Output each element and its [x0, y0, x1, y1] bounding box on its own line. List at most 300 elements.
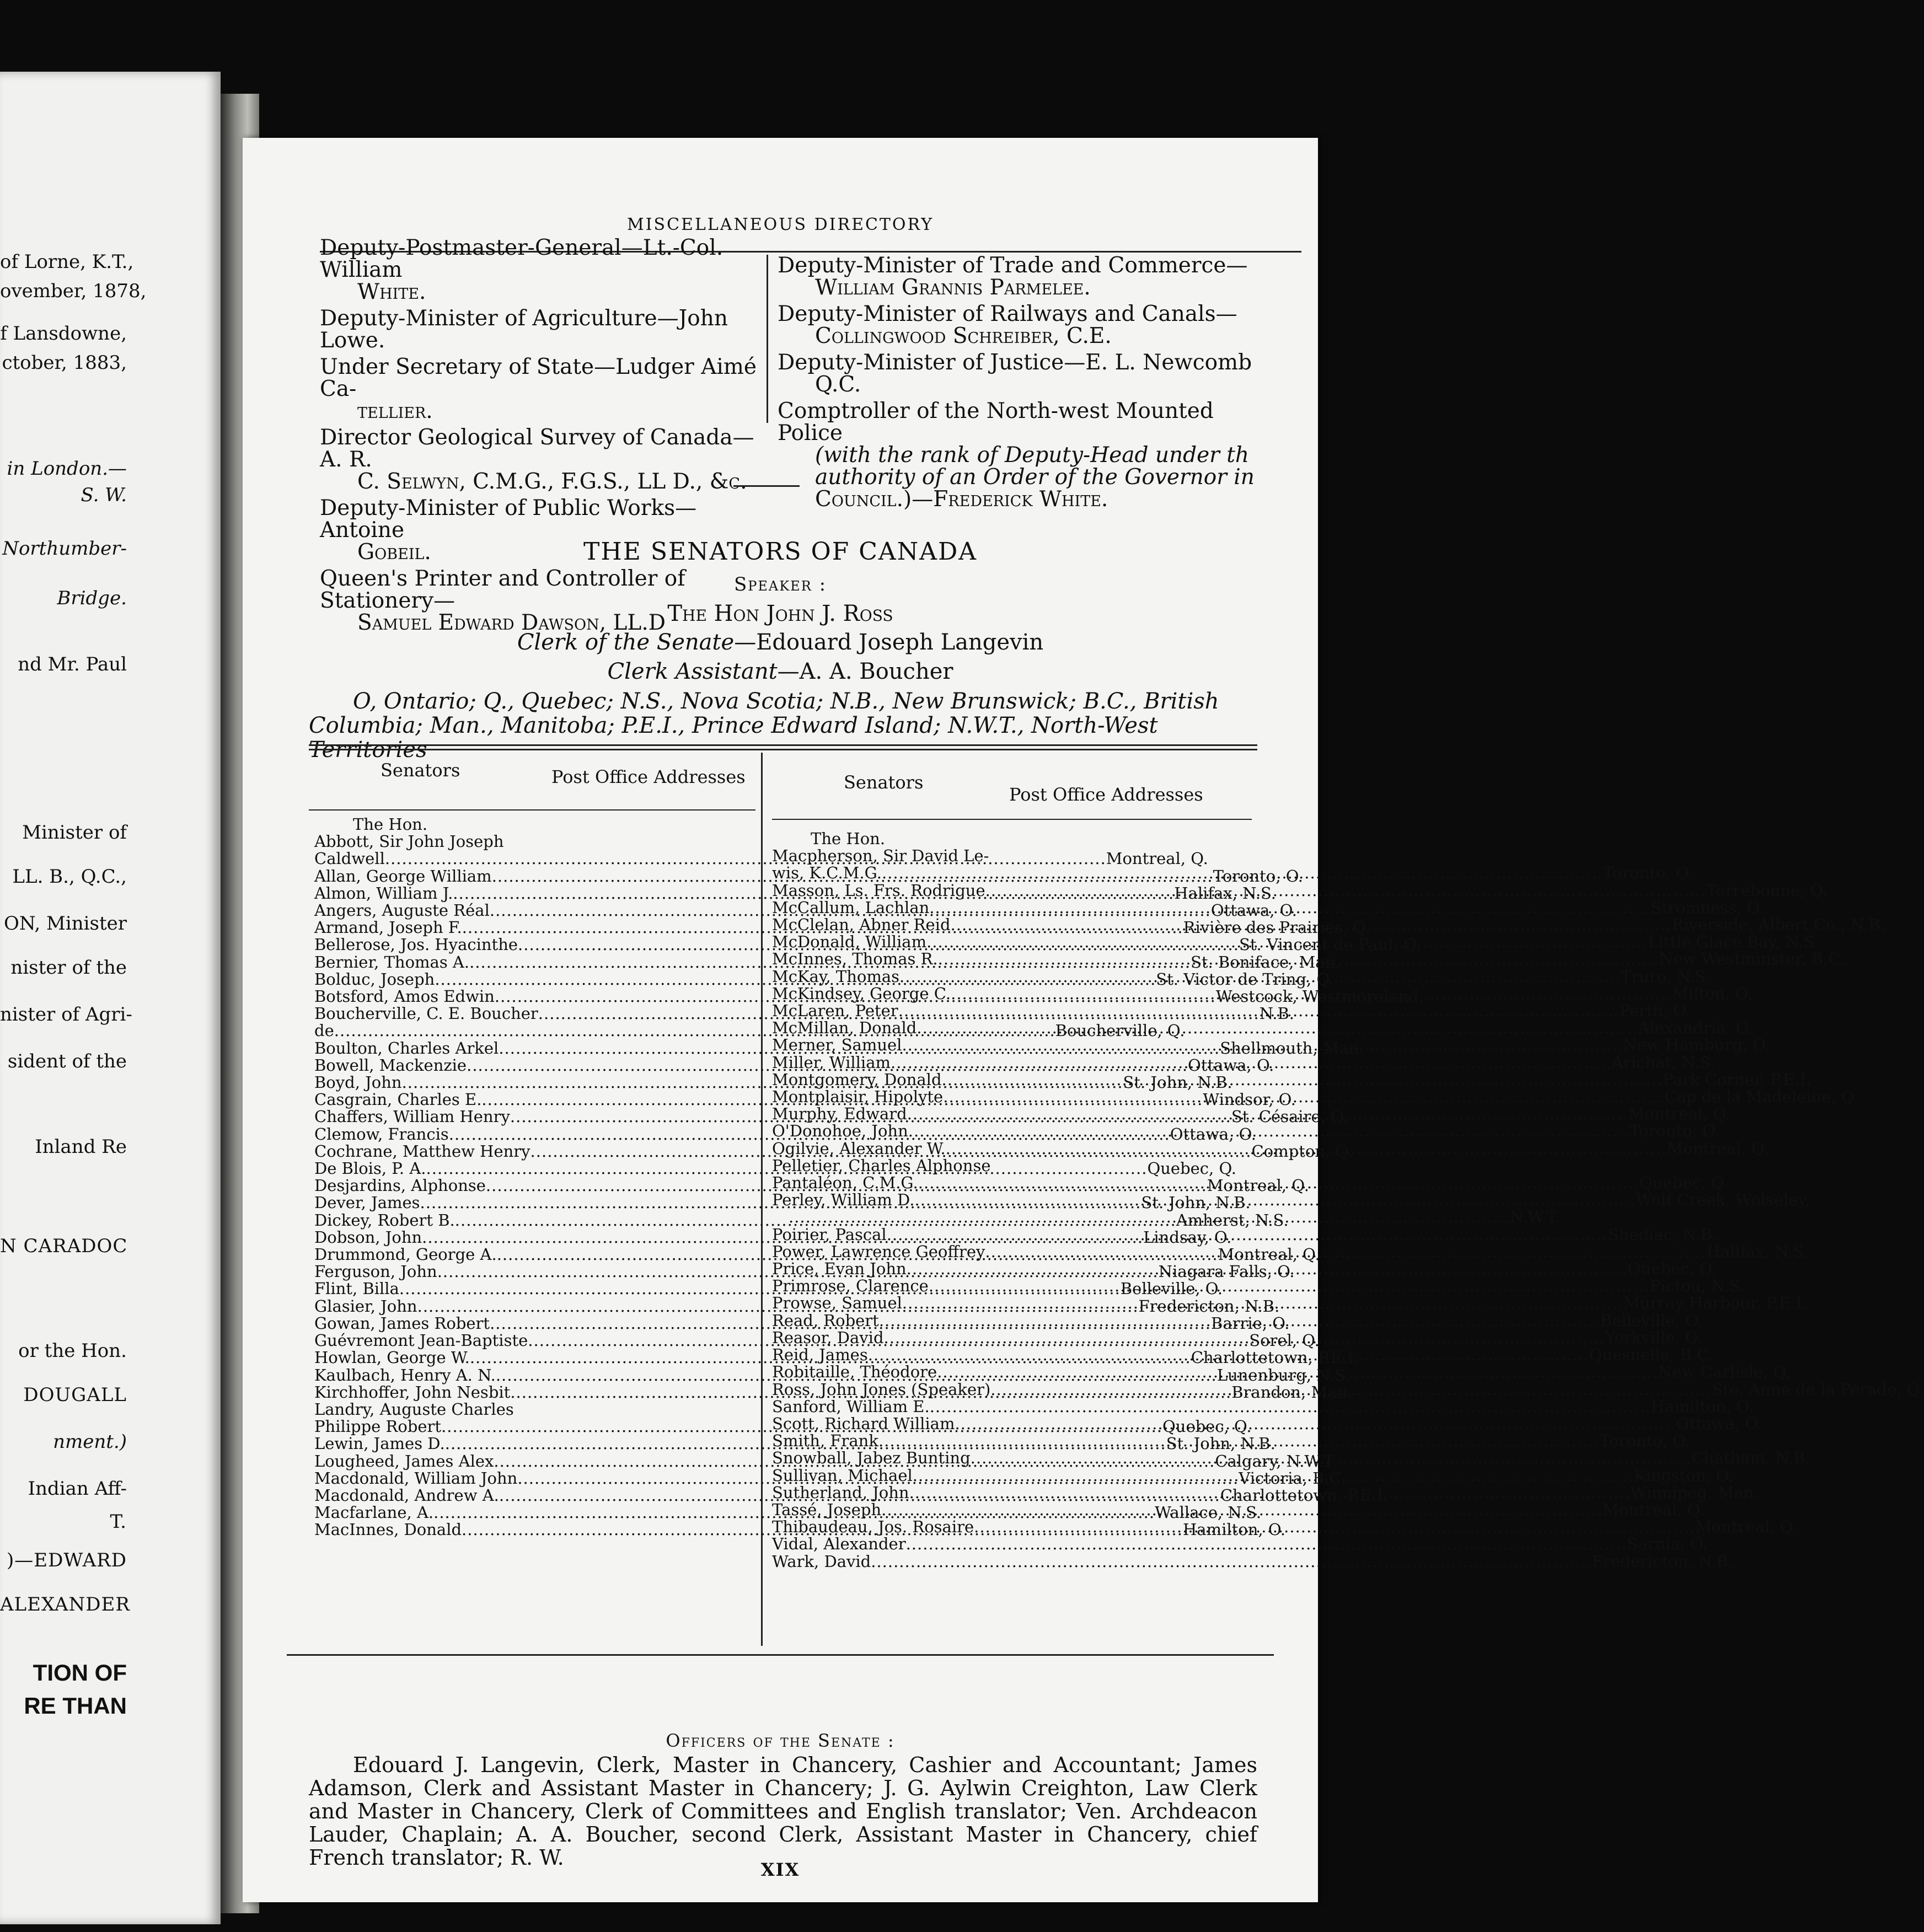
senator-address: Montreal, Q.: [1106, 849, 1208, 868]
senator-address: Alexandria, O.: [1638, 1018, 1753, 1038]
leader-dots: [878, 1432, 1600, 1453]
senator-name: Sutherland, John: [772, 1483, 909, 1502]
leader-dots: [914, 1192, 1636, 1212]
senator-address: Victoria, B.C.: [1239, 1468, 1347, 1488]
senator-row: [772, 1053, 1716, 1072]
senator-name: Smith, Frank: [772, 1431, 878, 1451]
senator-name: Snowball, Jabez Bunting: [772, 1448, 971, 1468]
senator-name: Casgrain, Charles E.: [314, 1090, 482, 1109]
left-fragment: DOUGALL: [23, 1384, 127, 1406]
directory-entry: [320, 308, 761, 352]
directory-column-divider: [767, 255, 768, 423]
senator-name: Ferguson, John: [314, 1262, 437, 1281]
senator-address: Westcock, Westmoreland,: [1215, 987, 1424, 1006]
left-fragment: in London.—: [7, 458, 127, 480]
leader-dots: [971, 1450, 1692, 1467]
leader-dots: [868, 1346, 1589, 1367]
leader-dots: [881, 1501, 1603, 1518]
senator-name: Miller, William: [772, 1053, 891, 1072]
senator-address: Wolf Creek, Wolseley,: [1636, 1190, 1810, 1210]
leader-dots: [891, 1054, 1612, 1071]
left-fragment: S. W.: [81, 484, 127, 506]
senator-name: Macpherson, Sir David Le-: [772, 846, 989, 866]
leader-dots: [879, 1312, 1600, 1329]
leader-dots: [899, 968, 1621, 985]
directory-entry-line: Director Geological Survey of Canada—A. R.: [320, 425, 754, 472]
leader-dots: [906, 1536, 1627, 1553]
directory-entry: [320, 356, 761, 422]
senator-address: Perth, O.: [1619, 1001, 1691, 1021]
senator-name: Almon, William J.: [314, 883, 453, 903]
left-fragment: ovember, 1878,: [0, 280, 147, 302]
directory-entry-name: William Grannis Parmelee.: [815, 275, 1091, 300]
left-fragment: f Lansdowne,: [0, 323, 127, 345]
senator-address: St. Vincent de Paul, Q.: [1239, 935, 1421, 954]
senator-row: [772, 1157, 1257, 1174]
senator-name: Power, Lawrence Geoffrey: [772, 1242, 985, 1261]
left-fragment: ALEXANDER: [0, 1593, 130, 1616]
leader-dots: [985, 1243, 1706, 1260]
running-head: MISCELLANEOUS DIRECTORY: [626, 215, 934, 234]
senator-address: Ste. Anne de la Pérade, Q.: [1712, 1380, 1924, 1399]
senator-name: Reid, James: [772, 1345, 868, 1365]
senator-address: Lindsay, O.: [1143, 1227, 1232, 1247]
senator-address: Toronto, O.: [1629, 1121, 1720, 1141]
senator-address: Compton, Q.: [1251, 1141, 1353, 1161]
senator-address: Halifax, N.S.: [1174, 883, 1276, 903]
senator-name: Clemow, Francis: [314, 1124, 449, 1144]
main-page: [243, 138, 1924, 1902]
leader-dots: [907, 1105, 1628, 1126]
senator-name: Montgomery, Donald: [772, 1070, 942, 1089]
leader-dots: [918, 1174, 1639, 1195]
left-fragment: sident of the: [7, 1050, 127, 1072]
left-fragment: nister of Agri-: [0, 1003, 132, 1026]
senator-row: [772, 881, 1828, 900]
senator-name: Dickey, Robert B.: [314, 1210, 455, 1230]
senator-address: Rivière des Prairies, Q.: [1183, 918, 1370, 937]
senator-name: Bolduc, Joseph: [314, 969, 435, 989]
senator-name: Boulton, Charles Arkel: [314, 1038, 499, 1058]
left-fragment: ctober, 1883,: [2, 352, 127, 374]
senator-address: St. Boniface, Man.: [1191, 952, 1341, 972]
leader-dots: [974, 1518, 1695, 1539]
senator-address: Murray Harbour, P.E.I.: [1623, 1294, 1808, 1313]
senator-name: wis, K.C.M.G.: [772, 863, 882, 883]
leader-dots: [908, 1123, 1630, 1140]
senator-address: St. John, N.B.: [1166, 1434, 1275, 1453]
senator-name: McInnes, Thomas R.: [772, 949, 938, 969]
senator-address: Montreal, Q.: [1628, 1104, 1730, 1124]
leader-dots: [884, 1329, 1605, 1346]
senator-name: Cochrane, Matthew Henry: [314, 1141, 530, 1161]
left-fragment: )—EDWARD: [6, 1549, 127, 1571]
left-fragment: Minister of: [22, 822, 127, 844]
senator-name: Bellerose, Jos. Hyacinthe: [314, 935, 518, 954]
senator-name: Guévremont Jean-Baptiste: [314, 1331, 528, 1350]
directory-entry-line: Comptroller of the North-west Mounted Police: [778, 399, 1214, 446]
table-top-rule: [309, 749, 1257, 750]
senator-name: Lewin, James D.: [314, 1434, 445, 1453]
senator-row: [772, 846, 1257, 868]
senator-address: Wallace, N.S.: [1155, 1503, 1262, 1522]
senator-row: [772, 1517, 1798, 1537]
directory-entry-line: Under Secretary of State—Ludger Aimé Ca-: [320, 355, 757, 401]
senator-name: de: [314, 1021, 334, 1040]
directory-entry-line: Deputy-Minister of Justice—E. L. Newcomb: [778, 350, 1252, 375]
senator-address: Sarnia, O.: [1627, 1534, 1708, 1554]
senator-name: Poirier, Pascal: [772, 1225, 887, 1244]
senator-name: Reasor, David: [772, 1328, 884, 1347]
abbreviation-key: O, Ontario; Q., Quebec; N.S., Nova Scotia; N.B., New Brunswick; B.C., British Columbia; Man., Manitoba; P.E.I., Prince Edward Island; N.W.T., North-West Territories: [309, 689, 1219, 763]
senator-name: Flint, Billa: [314, 1279, 399, 1298]
senator-address: Niagara Falls, O.: [1158, 1262, 1295, 1281]
senator-address: New Carlisle, Q.: [1658, 1362, 1791, 1382]
left-fragment: nment.): [53, 1431, 127, 1453]
senator-name: Philippe Robert: [314, 1417, 442, 1436]
senator-address: Arichat, N.S.: [1611, 1053, 1716, 1072]
senator-name: Drummond, George A.: [314, 1245, 497, 1264]
directory-entry-name: White.: [357, 280, 426, 304]
senator-address: St. John, N.B.: [1123, 1073, 1232, 1092]
senator-name: Landry, Auguste Charles: [314, 1399, 514, 1419]
directory-entry-note: (with the rank of Deputy-Head under th: [815, 443, 1250, 468]
senator-address: Kingston, O.: [1633, 1466, 1734, 1485]
senator-row: [772, 1534, 1708, 1554]
left-fragment: Northumber-: [2, 538, 127, 560]
senator-address: St. Victor de Tring, Q.: [1156, 969, 1335, 989]
left-facing-page: [0, 72, 221, 1924]
section-title: THE SENATORS OF CANADA: [583, 538, 977, 566]
speaker-name: The Hon John J. Ross: [667, 601, 893, 626]
senator-address: Boucherville, Q.: [1055, 1021, 1185, 1040]
senator-name: Chaffers, William Henry: [314, 1107, 510, 1126]
senator-address: Calgary, N.W.T.: [1215, 1451, 1337, 1471]
senator-row: [772, 1500, 1705, 1519]
senator-name: Montplaisir, Hipolyte: [772, 1087, 944, 1107]
leader-dots: [887, 1226, 1608, 1243]
senator-address: Montreal, Q.: [1218, 1245, 1320, 1264]
senator-row: [772, 1121, 1720, 1141]
senator-address: Shellmouth, Man.: [1220, 1038, 1364, 1058]
senator-name: De Blois, P. A.: [314, 1159, 426, 1178]
senator-address: Fredericton, N.B.: [1138, 1296, 1280, 1316]
senator-name: Dever, James: [314, 1193, 420, 1212]
senator-name: Howlan, George W.: [314, 1348, 470, 1367]
senator-address: New Westminster, B.C.: [1659, 949, 1845, 969]
senator-row: [772, 1276, 1745, 1298]
left-fragment: nister of the: [10, 957, 127, 979]
leader-dots: [882, 865, 1603, 882]
senator-name: Tassé, Joseph: [772, 1500, 882, 1519]
senator-name: Angers, Auguste Réal: [314, 901, 490, 920]
clerk-assistant-name: —A. A. Boucher: [777, 659, 953, 684]
senator-address: Hamilton, O.: [1182, 1520, 1286, 1539]
leader-dots: [943, 1088, 1664, 1105]
senator-name: Desjardins, Alphonse: [314, 1176, 486, 1195]
left-fragment: nd Mr. Paul: [18, 653, 127, 675]
senator-address: Little Glace Bay, N.S.: [1648, 932, 1819, 952]
senator-address: Quebec, Q.: [1627, 1259, 1717, 1279]
col-head-addresses: Post Office Addresses: [1009, 784, 1203, 805]
officers-text: Edouard J. Langevin, Clerk, Master in Chancery, Cashier and Accountant; James Adamson, Clerk and Assistant Master in Chancery; J. G. Aylwin Creighton, Law Clerk and Master in Chancery, Clerk of Committees and English translator; Ven. Archdeacon Lauder, Chaplain; A. A. Boucher, second Clerk, Assistant Master in Chancery, chief French translator; R. W.: [309, 1753, 1257, 1870]
senator-row: [772, 1208, 1560, 1227]
senator-address: Hamilton, O.: [1650, 1397, 1754, 1416]
leader-dots: [909, 1484, 1631, 1501]
senator-row: [314, 833, 750, 850]
senator-name: Macdonald, William John: [314, 1468, 518, 1488]
left-fragment: LL. B., Q.C.,: [12, 866, 127, 888]
directory-entry-line: Queen's Printer and Controller of Stationery—: [320, 566, 685, 613]
directory-entry-name: Gobeil.: [357, 540, 431, 565]
clerk-assistant-label: Clerk Assistant: [607, 659, 778, 684]
left-fragment: T.: [110, 1511, 127, 1533]
senator-address: Halifax, N.S.: [1706, 1242, 1809, 1261]
senator-name: McLaren, Peter: [772, 1001, 898, 1021]
senator-address: Charlottetown, P.E.I.: [1191, 1348, 1359, 1367]
leader-dots: [898, 1002, 1620, 1019]
senator-name: Lougheed, James Alex: [314, 1451, 494, 1471]
senator-address: Sorel, Q.: [1249, 1331, 1320, 1350]
leader-dots: [902, 1295, 1623, 1312]
leader-dots: [937, 1364, 1658, 1381]
leader-dots: [907, 1260, 1628, 1281]
directory-entry-name: Samuel Edward Dawson, LL.D: [357, 610, 666, 635]
senator-address: Belleville, O.: [1120, 1279, 1223, 1298]
leader-dots: [990, 1381, 1712, 1398]
senator-name: Price, Evan John: [772, 1259, 907, 1279]
col-head-rule: [309, 809, 755, 811]
leader-dots: [942, 1071, 1663, 1088]
col-head-senators: Senators: [844, 772, 924, 793]
senator-name: Boyd, John: [314, 1073, 402, 1092]
officers-title: Officers of the Senate :: [666, 1730, 895, 1751]
senator-name: McClelan, Abner Reid: [772, 915, 951, 935]
senator-name: Vidal, Alexander: [772, 1534, 906, 1554]
senator-address: Riverside, Albert Co., N.B.: [1671, 915, 1886, 935]
leader-dots: [789, 1209, 1510, 1226]
senator-name: Dobson, John: [314, 1227, 422, 1247]
senator-name: Murphy, Edward: [772, 1104, 907, 1124]
left-fragment: Bridge.: [57, 587, 127, 609]
senator-address: Shediac, N.B.: [1607, 1225, 1718, 1244]
directory-right-column: [778, 255, 1263, 515]
senator-address: Toronto, O.: [1213, 866, 1304, 886]
left-fragment: Indian Aff-: [28, 1478, 127, 1500]
leader-dots: [902, 1037, 1623, 1054]
senator-name: McMillan, Donald: [772, 1018, 917, 1038]
senator-address: Windsor, O.: [1203, 1090, 1296, 1109]
leader-dots: [913, 1467, 1634, 1484]
senator-name: Sanford, William E.: [772, 1397, 930, 1416]
senator-address: Ottawa, O.: [1188, 1055, 1274, 1075]
senator-name: Scott, Richard William: [772, 1414, 955, 1433]
leader-dots: [930, 1398, 1651, 1415]
senator-address: Winnipeg, Man.: [1630, 1483, 1759, 1502]
leader-dots: [946, 1140, 1667, 1157]
senator-address: Lunenburg, N.S.: [1216, 1365, 1350, 1384]
senator-address: Milton, O.: [1672, 984, 1752, 1003]
senator-name: Gowan, James Robert: [314, 1313, 490, 1333]
senator-name: Masson, Ls. Frs. Rodrigue: [772, 881, 985, 900]
senator-address: Toronto, O.: [1603, 863, 1693, 883]
senator-address: Montreal, Q.: [1666, 1139, 1769, 1158]
senator-row: [772, 1259, 1717, 1279]
senator-address: Toronto, O.: [1599, 1431, 1690, 1451]
left-fragment: Inland Re: [35, 1136, 127, 1158]
senator-name: Ogilvie, Alexander W.: [772, 1139, 946, 1158]
senator-name: O'Donohoe, John: [772, 1121, 908, 1141]
senator-address: Park Corner, P.E.I.: [1663, 1070, 1812, 1089]
senator-address: Quebec, Q.: [1147, 1159, 1237, 1178]
senator-name: [772, 1209, 789, 1226]
directory-entry-note: authority of an Order of the Governor in: [815, 465, 1255, 490]
senator-address: Yorkville, O.: [1605, 1328, 1703, 1347]
leader-dots: [951, 985, 1672, 1002]
senator-address: New Hamburg, O.: [1623, 1035, 1770, 1055]
senator-address: Barrie, O.: [1211, 1313, 1290, 1333]
left-fragment: RE THAN: [24, 1693, 127, 1719]
directory-entry-line: Deputy-Minister of Trade and Commerce—: [778, 253, 1248, 278]
senator-address: Fredericton, N.B.: [1592, 1552, 1733, 1571]
senator-row: [314, 1401, 750, 1418]
senator-name: McCallum, Lachlan: [772, 898, 930, 917]
senator-row: [772, 1414, 1762, 1433]
senator-name: Bowell, Mackenzie: [314, 1055, 467, 1075]
left-fragment: of Lorne, K.T.,: [0, 251, 134, 273]
table-top-rule: [309, 744, 1257, 746]
senator-name: Perley, William D.: [772, 1190, 915, 1210]
left-fragment: or the Hon.: [18, 1340, 127, 1362]
senator-row: [772, 1070, 1812, 1089]
senator-name: Sullivan, Michael: [772, 1466, 913, 1485]
senator-address: N.B.: [1259, 1004, 1295, 1023]
senator-address: Charlottetown, P.E.I.: [1220, 1485, 1389, 1505]
directory-entry: [320, 237, 761, 303]
directory-entry-line: Deputy-Minister of Railways and Canals—: [778, 302, 1237, 326]
senator-address: Montreal, Q.: [1695, 1517, 1798, 1537]
left-fragment: N CARADOC: [0, 1235, 128, 1257]
senator-name: Abbott, Sir John Joseph: [314, 832, 504, 851]
directory-entry-line: Deputy-Postmaster-General—Lt.-Col. William: [320, 235, 723, 282]
directory-entry-name: Council.)—Frederick White.: [815, 487, 1108, 512]
directory-entry-line: Deputy-Minister of Public Works—Antoine: [320, 496, 697, 543]
senator-name: Merner, Samuel: [772, 1035, 902, 1055]
table-bottom-rule: [287, 1654, 1274, 1656]
directory-entry: [778, 303, 1263, 347]
senator-name: McDonald, William: [772, 932, 927, 952]
senator-address: Ottawa, O.: [1210, 901, 1298, 920]
senator-name: McKindsey, George C.: [772, 984, 951, 1003]
senator-address: Cap de la Madeleine, Q.: [1664, 1087, 1859, 1107]
senator-name: Robitaille, Théodore: [772, 1362, 937, 1382]
leader-dots: [951, 916, 1672, 933]
senator-row: [772, 1018, 1753, 1040]
senator-row: [772, 1190, 1810, 1212]
col-head-senators: Senators: [380, 760, 460, 781]
leader-dots: [917, 1019, 1638, 1040]
senator-row: [314, 1210, 1289, 1230]
senator-address: Quesnelle, B.C.: [1589, 1345, 1714, 1365]
senator-address: Amherst, N.S.: [1176, 1210, 1289, 1230]
clerk-name: —Edouard Joseph Langevin: [734, 630, 1044, 655]
clerk-line: [243, 630, 1318, 655]
senator-name: Read, Robert: [772, 1311, 879, 1330]
col-head-addresses: Post Office Addresses: [551, 766, 746, 787]
clerk-assistant-line: [243, 659, 1318, 684]
speaker-label: Speaker :: [733, 573, 827, 595]
leader-dots: [955, 1415, 1676, 1432]
senator-row: [772, 863, 1693, 883]
senator-name: Prowse, Samuel: [772, 1294, 902, 1313]
directory-entry: [778, 255, 1263, 299]
left-fragment: TION OF: [33, 1660, 127, 1686]
leader-dots: [929, 1278, 1650, 1298]
senator-address: Quebec, Q.: [1162, 1417, 1252, 1436]
leader-dots: [926, 933, 1648, 954]
senator-name: Allan, George William: [314, 866, 492, 886]
senator-name: Thibaudeau, Jos. Rosaire: [772, 1517, 974, 1537]
directory-entry-name: Collingwood Schreiber, C.E.: [815, 324, 1112, 348]
directory-entry-name: tellier.: [357, 399, 433, 423]
senator-name: Macdonald, Andrew A.: [314, 1485, 499, 1505]
the-hon-label: The Hon.: [811, 829, 886, 848]
senator-row: [772, 1431, 1690, 1451]
directory-entry-line: Deputy-Minister of Agriculture—John Lowe.: [320, 306, 728, 353]
senator-name: Macfarlane, A.: [314, 1503, 434, 1522]
directory-entry: [778, 352, 1263, 396]
senator-name: Kaulbach, Henry A. N.: [314, 1365, 496, 1384]
senator-row: [772, 1225, 1718, 1244]
clerk-label: Clerk of the Senate: [517, 630, 735, 655]
leader-dots: [938, 951, 1659, 968]
senator-name: Botsford, Amos Edwin: [314, 987, 495, 1006]
directory-entry: [778, 400, 1263, 511]
senator-address: Stromness, O.: [1650, 898, 1764, 917]
senator-address: N.W.T.: [1509, 1208, 1560, 1227]
directory-entry-name: Q.C.: [815, 372, 861, 397]
senator-name: Pantaléon, C.M.G.: [772, 1173, 918, 1193]
senator-name: Bernier, Thomas A.: [314, 952, 470, 972]
the-hon-label: The Hon.: [353, 815, 428, 834]
senator-name: Armand, Joseph F.: [314, 918, 462, 937]
senator-name: Kirchhoffer, John Nesbit: [314, 1382, 511, 1402]
senator-name: MacInnes, Donald: [314, 1520, 462, 1539]
section-divider: [733, 485, 800, 487]
senator-name: Primrose, Clarence: [772, 1276, 929, 1296]
col-head-rule: [772, 819, 1252, 820]
list-item: [772, 830, 1257, 847]
senator-row: [772, 1397, 1754, 1416]
senator-address: Truro, N.S.: [1620, 967, 1711, 986]
leader-dots: [929, 899, 1650, 916]
senator-address: Pictou, N.S.: [1649, 1276, 1745, 1296]
list-item: [314, 816, 750, 833]
senator-address: Quebec, Q.: [1639, 1173, 1729, 1193]
senator-address: Montreal, Q.: [1207, 1176, 1309, 1195]
senator-address: St. Césaire, Q.: [1231, 1107, 1348, 1126]
leader-dots: [871, 1553, 1592, 1570]
senator-address: Chatham, N.B.: [1691, 1448, 1810, 1468]
senator-address: Ottawa, O.: [1170, 1124, 1256, 1144]
senator-name: Caldwell: [314, 849, 385, 868]
senator-name: McKay, Thomas: [772, 967, 900, 986]
senator-address: St. John, N.B.: [1141, 1193, 1251, 1212]
senator-address: Montreal, Q.: [1603, 1500, 1705, 1519]
senator-name: Wark, David: [772, 1552, 871, 1571]
left-fragment: ON, Minister: [3, 913, 127, 935]
directory-entry: [320, 427, 761, 493]
